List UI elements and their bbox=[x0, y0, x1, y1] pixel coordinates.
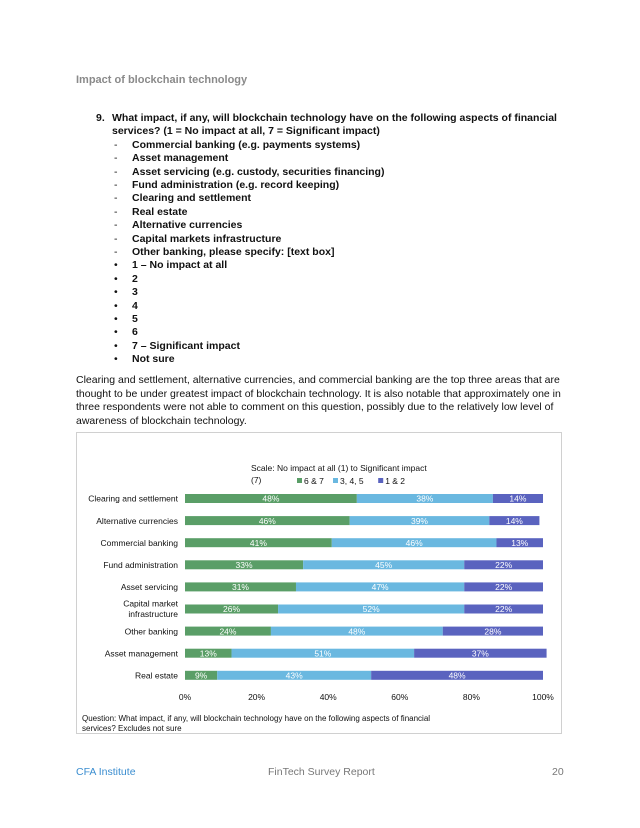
scale-item bbox=[96, 259, 566, 272]
data-label-2-0: 41% bbox=[249, 537, 267, 548]
data-label-1-0: 46% bbox=[258, 515, 276, 526]
data-label-3-2: 22% bbox=[495, 560, 513, 570]
category-label-6: Other banking bbox=[124, 626, 178, 637]
category-label-2: Commercial banking bbox=[100, 537, 178, 548]
scale-item-label: 6 bbox=[132, 326, 138, 339]
aspect-item-label: Alternative currencies bbox=[132, 219, 243, 232]
data-label-2-2: 13% bbox=[511, 537, 529, 548]
aspect-item-marker: - bbox=[114, 192, 118, 205]
scale-item-label: Not sure bbox=[132, 353, 175, 366]
scale-item bbox=[96, 340, 566, 353]
category-label-5: Capital market bbox=[123, 598, 178, 609]
scale-item-marker: • bbox=[114, 299, 118, 312]
category-label-4: Asset servicing bbox=[120, 582, 178, 593]
aspect-item-marker: - bbox=[114, 232, 118, 245]
aspect-item bbox=[96, 152, 566, 165]
aspect-item-label: Capital markets infrastructure bbox=[132, 232, 282, 245]
data-label-5-1: 52% bbox=[362, 604, 380, 615]
aspect-item-label: Fund administration (e.g. record keeping) bbox=[132, 178, 340, 191]
category-label-3: Fund administration bbox=[103, 560, 178, 570]
data-label-7-1: 51% bbox=[314, 648, 332, 659]
scale-item-label: 4 bbox=[132, 299, 138, 312]
data-label-0-0: 48% bbox=[262, 493, 280, 504]
aspect-item bbox=[96, 192, 566, 205]
aspect-item-marker: - bbox=[114, 178, 118, 191]
scale-item bbox=[96, 300, 566, 313]
chart-note: Question: What impact, if any, will blockchain technology have on the following aspects of financial services? Excludes not sure bbox=[82, 714, 431, 733]
aspect-list bbox=[96, 139, 566, 260]
scale-list bbox=[96, 259, 566, 366]
aspect-item bbox=[96, 139, 566, 152]
data-label-6-0: 24% bbox=[219, 626, 237, 637]
data-label-5-0: 26% bbox=[223, 604, 241, 615]
footer-report-title: FinTech Survey Report bbox=[268, 766, 375, 778]
data-label-4-2: 22% bbox=[495, 582, 513, 593]
legend-swatch-0 bbox=[297, 478, 302, 483]
aspect-item-label: Real estate bbox=[132, 205, 188, 218]
legend-swatch-1 bbox=[333, 478, 338, 483]
chart-container bbox=[76, 432, 562, 734]
category-label-0: Clearing and settlement bbox=[88, 493, 178, 504]
x-tick-label-4: 80% bbox=[462, 692, 480, 702]
aspect-item bbox=[96, 166, 566, 179]
x-tick-label-5: 100% bbox=[532, 692, 554, 702]
category-label-7: Asset management bbox=[104, 648, 178, 659]
footer-page-number: 20 bbox=[552, 766, 564, 778]
aspect-item bbox=[96, 219, 566, 232]
aspect-item-label: Asset servicing (e.g. custody, securities financing) bbox=[132, 165, 385, 178]
legend-label-1: 3, 4, 5 bbox=[340, 476, 364, 486]
data-label-8-0: 9% bbox=[194, 670, 208, 681]
aspect-item-marker: - bbox=[114, 152, 118, 165]
scale-item bbox=[96, 286, 566, 299]
data-label-4-1: 47% bbox=[371, 582, 389, 593]
data-label-1-2: 14% bbox=[505, 515, 523, 526]
legend-swatch-2 bbox=[378, 478, 383, 483]
aspect-item-marker: - bbox=[114, 219, 118, 232]
scale-item-marker: • bbox=[114, 272, 118, 285]
body-paragraph: Clearing and settlement, alternative currencies, and commercial banking are the top three areas that are thought to be under greatest impact of blockchain technology. It is also notable that approximately one in three respondents were not able to comment on this question, possibly due to the relatively low level of awareness of blockchain technology. bbox=[76, 374, 561, 427]
data-label-3-0: 33% bbox=[235, 560, 253, 570]
scale-item bbox=[96, 326, 566, 339]
aspect-item bbox=[96, 246, 566, 259]
legend-label-0: 6 & 7 bbox=[304, 476, 324, 486]
scale-item-marker: • bbox=[114, 339, 118, 352]
x-tick-label-3: 60% bbox=[391, 692, 409, 702]
question-number: 9. bbox=[96, 112, 105, 124]
aspect-item-marker: - bbox=[114, 205, 118, 218]
aspect-item bbox=[96, 206, 566, 219]
scale-item-label: 5 bbox=[132, 312, 138, 325]
footer-publisher: CFA Institute bbox=[76, 766, 136, 778]
aspect-item bbox=[96, 233, 566, 246]
data-label-0-2: 14% bbox=[509, 493, 527, 504]
data-label-6-2: 28% bbox=[484, 626, 502, 637]
data-label-6-1: 48% bbox=[348, 626, 366, 637]
scale-item-marker: • bbox=[114, 353, 118, 366]
scale-item-marker: • bbox=[114, 326, 118, 339]
aspect-item-label: Clearing and settlement bbox=[132, 192, 252, 205]
scale-item-label: 2 bbox=[132, 272, 138, 285]
data-label-8-2: 48% bbox=[448, 670, 466, 681]
legend-label-2: 1 & 2 bbox=[385, 476, 406, 486]
category-label-8: Real estate bbox=[135, 670, 178, 681]
scale-item-label: 3 bbox=[132, 286, 138, 299]
aspect-item-marker: - bbox=[114, 138, 118, 151]
aspect-item-label: Commercial banking (e.g. payments systems) bbox=[132, 138, 361, 151]
scale-item bbox=[96, 313, 566, 326]
data-label-7-2: 37% bbox=[471, 648, 489, 659]
aspect-item-label: Asset management bbox=[132, 152, 229, 165]
scale-item bbox=[96, 273, 566, 286]
stacked-bar-chart bbox=[77, 433, 563, 735]
scale-item-marker: • bbox=[114, 312, 118, 325]
data-label-3-1: 45% bbox=[375, 560, 393, 570]
x-tick-label-2: 40% bbox=[319, 692, 337, 702]
scale-item bbox=[96, 353, 566, 366]
data-label-4-0: 31% bbox=[231, 582, 249, 593]
aspect-item bbox=[96, 179, 566, 192]
data-label-0-1: 38% bbox=[416, 493, 434, 504]
category-label-5-line2: infrastructure bbox=[128, 609, 178, 619]
scale-item-label: 7 – Significant impact bbox=[132, 339, 240, 352]
data-label-8-1: 43% bbox=[285, 670, 303, 681]
data-label-5-2: 22% bbox=[495, 604, 513, 615]
aspect-item-marker: - bbox=[114, 165, 118, 178]
data-label-7-0: 13% bbox=[199, 648, 217, 659]
scale-item-label: 1 – No impact at all bbox=[132, 259, 228, 272]
section-title: Impact of blockchain technology bbox=[76, 74, 248, 86]
chart-title-line2: (7) bbox=[251, 475, 262, 485]
question-text: What impact, if any, will blockchain technology have on the following aspects of financial services? (1 = No impact at all, 7 = Significant impact) bbox=[112, 112, 557, 138]
x-tick-label-1: 20% bbox=[248, 692, 266, 702]
scale-item-marker: • bbox=[114, 286, 118, 299]
aspect-item-marker: - bbox=[114, 245, 118, 258]
scale-item-marker: • bbox=[114, 259, 118, 272]
aspect-item-label: Other banking, please specify: [text box] bbox=[132, 245, 335, 258]
category-label-1: Alternative currencies bbox=[96, 515, 178, 526]
chart-title: Scale: No impact at all (1) to Significant impact bbox=[251, 463, 427, 473]
data-label-1-1: 39% bbox=[410, 515, 428, 526]
survey-question bbox=[96, 112, 566, 366]
x-tick-label-0: 0% bbox=[178, 692, 192, 702]
data-label-2-1: 46% bbox=[405, 537, 423, 548]
